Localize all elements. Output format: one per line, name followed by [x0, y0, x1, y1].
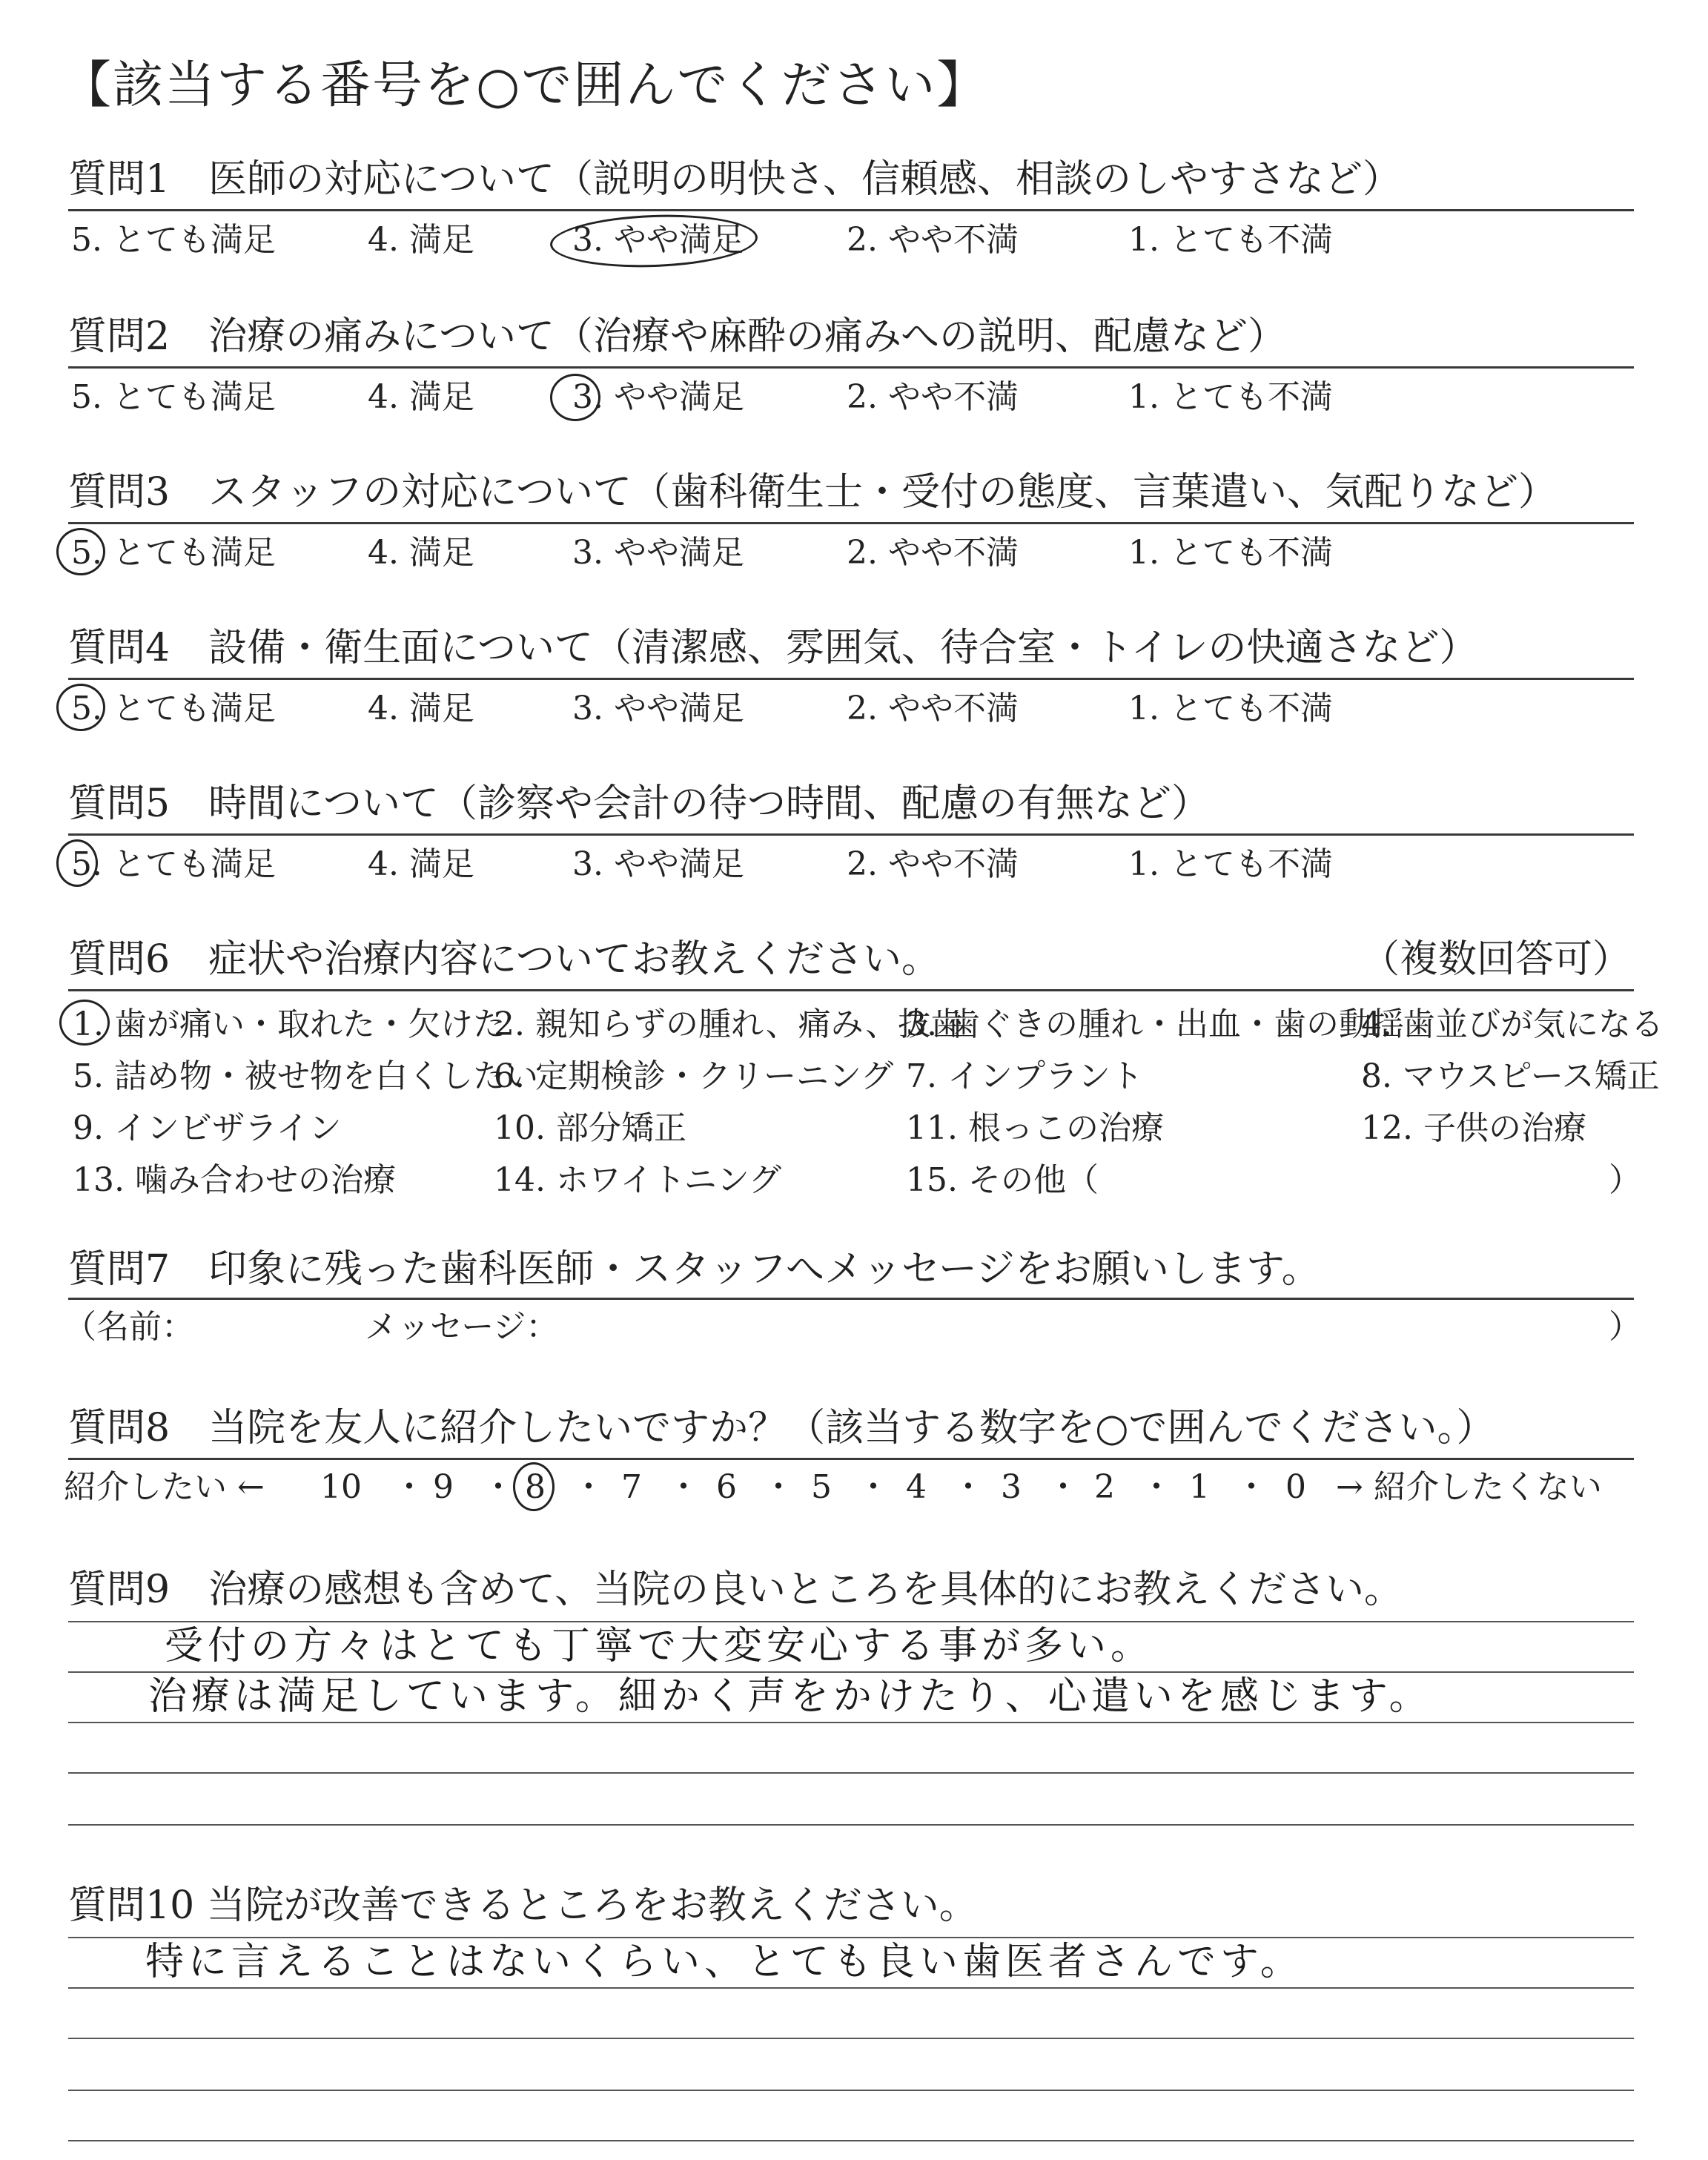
q6-title: 質問6 症状や治療内容についてお教えください。 [68, 937, 941, 982]
q4-option-1[interactable]: 1. とても不満 [1128, 690, 1333, 727]
q5-option-3[interactable]: 3. やや満足 [572, 845, 744, 883]
q8-score-5[interactable]: 5 [811, 1468, 832, 1506]
q6-option-15[interactable]: 15. その他（ [906, 1161, 1099, 1199]
q6-option-2[interactable]: 2. 親知らずの腫れ、痛み、抜歯 [494, 1005, 964, 1043]
q6-option-14[interactable]: 14. ホワイトニング [494, 1161, 782, 1199]
q9-line-2 [68, 1671, 1634, 1673]
q7-close: ） [1609, 1308, 1641, 1346]
q5-option-5[interactable]: 5. とても満足 [71, 845, 276, 883]
q6-option-5[interactable]: 5. 詰め物・被せ物を白くしたい [73, 1057, 538, 1095]
q8-sep: ・ [482, 1468, 514, 1506]
q6-option-7[interactable]: 7. インプラント [906, 1057, 1143, 1095]
q8-title: 質問8 当院を友人に紹介したいですか？（該当する数字を○で囲んでください。） [68, 1406, 1495, 1450]
q9-line-3 [68, 1722, 1634, 1723]
q5-option-1[interactable]: 1. とても不満 [1128, 845, 1333, 883]
q8-sep: ・ [667, 1468, 700, 1506]
q10-answer-line-1: 特に言えることはないくらい、とても良い歯医者さんです。 [145, 1940, 1303, 1984]
q8-sep: ・ [393, 1468, 426, 1506]
q2-option-3[interactable]: 3. やや満足 [572, 378, 744, 416]
q2-option-5[interactable]: 5. とても満足 [71, 378, 276, 416]
q8-score-10[interactable]: 10 [320, 1468, 362, 1506]
q8-score-4[interactable]: 4 [906, 1468, 927, 1506]
q2-selection-circle [550, 374, 600, 421]
q3-divider [68, 522, 1634, 524]
q1-option-1[interactable]: 1. とても不満 [1128, 221, 1333, 259]
q3-option-2[interactable]: 2. やや不満 [847, 534, 1019, 572]
q8-score-1[interactable]: 1 [1189, 1468, 1210, 1506]
q8-sep: ・ [572, 1468, 605, 1506]
q4-option-5[interactable]: 5. とても満足 [71, 690, 276, 727]
q9-answer-line-1: 受付の方々はとても丁寧で大変安心する事が多い。 [165, 1624, 1154, 1668]
q6-other-close: ） [1609, 1161, 1641, 1199]
q6-option-3[interactable]: 3. 歯ぐきの腫れ・出血・歯の動揺 [906, 1005, 1404, 1043]
q5-selection-circle [56, 839, 98, 887]
q6-option-13[interactable]: 13. 噛み合わせの治療 [73, 1161, 396, 1199]
q9-line-5 [68, 1824, 1634, 1826]
q4-option-4[interactable]: 4. 満足 [368, 690, 474, 727]
q8-sep: ・ [1140, 1468, 1173, 1506]
q3-option-4[interactable]: 4. 満足 [368, 534, 474, 572]
q8-sep: ・ [857, 1468, 890, 1506]
q7-title: 質問7 印象に残った歯科医師・スタッフへメッセージをお願いします。 [68, 1247, 1320, 1292]
q8-score-0[interactable]: 0 [1285, 1468, 1306, 1506]
q8-sep: ・ [1047, 1468, 1079, 1506]
q2-title: 質問2 治療の痛みについて（治療や麻酔の痛みへの説明、配慮など） [68, 314, 1287, 359]
q8-left-label: 紹介したい ← [64, 1468, 265, 1506]
q3-selection-circle [56, 528, 105, 575]
q9-line-4 [68, 1772, 1634, 1774]
q8-sep: ・ [1235, 1468, 1268, 1506]
q1-option-5[interactable]: 5. とても満足 [71, 221, 276, 259]
q8-score-3[interactable]: 3 [1001, 1468, 1022, 1506]
q10-line-4 [68, 2090, 1634, 2091]
q4-option-2[interactable]: 2. やや不満 [847, 690, 1019, 727]
survey-header: 【該当する番号を○で囲んでください】 [61, 56, 989, 115]
q8-score-6[interactable]: 6 [716, 1468, 737, 1506]
q6-option-4[interactable]: 4. 歯並びが気になる [1361, 1005, 1664, 1043]
q10-line-1 [68, 1937, 1634, 1938]
q6-option-6[interactable]: 6. 定期検診・クリーニング [494, 1057, 894, 1095]
q8-divider [68, 1458, 1634, 1460]
q1-option-3[interactable]: 3. やや満足 [572, 221, 744, 259]
q4-option-3[interactable]: 3. やや満足 [572, 690, 744, 727]
q8-selection-circle [513, 1462, 555, 1511]
q2-option-4[interactable]: 4. 満足 [368, 378, 474, 416]
q8-right-label: → 紹介したくない [1336, 1468, 1602, 1506]
q2-option-2[interactable]: 2. やや不満 [847, 378, 1019, 416]
q9-line-1 [68, 1621, 1634, 1622]
q10-line-2 [68, 1987, 1634, 1989]
q2-divider [68, 366, 1634, 369]
q8-score-7[interactable]: 7 [621, 1468, 642, 1506]
q6-option-12[interactable]: 12. 子供の治療 [1361, 1109, 1586, 1147]
q6-option-8[interactable]: 8. マウスピース矯正 [1361, 1057, 1660, 1095]
q5-title: 質問5 時間について（診察や会計の待つ時間、配慮の有無など） [68, 782, 1211, 826]
q9-title: 質問9 治療の感想も含めて、当院の良いところを具体的にお教えください。 [68, 1568, 1403, 1612]
q6-divider [68, 989, 1634, 991]
q6-option-11[interactable]: 11. 根っこの治療 [906, 1109, 1164, 1147]
q3-option-1[interactable]: 1. とても不満 [1128, 534, 1333, 572]
q1-title: 質問1 医師の対応について（説明の明快さ、信頼感、相談のしやすさなど） [68, 157, 1401, 202]
q10-title: 質問10 当院が改善できるところをお教えください。 [68, 1883, 978, 1928]
q1-divider [68, 209, 1634, 211]
q9-answer-line-2: 治療は満足しています。細かく声をかけたり、心遣いを感じます。 [148, 1674, 1432, 1719]
q2-option-1[interactable]: 1. とても不満 [1128, 378, 1333, 416]
q8-score-8[interactable]: 8 [525, 1468, 546, 1506]
q4-divider [68, 678, 1634, 680]
q3-option-3[interactable]: 3. やや満足 [572, 534, 744, 572]
q8-sep: ・ [762, 1468, 795, 1506]
q6-option-1[interactable]: 1. 歯が痛い・取れた・欠けた [73, 1005, 506, 1043]
q3-option-5[interactable]: 5. とても満足 [71, 534, 276, 572]
q5-divider [68, 833, 1634, 836]
q6-option-10[interactable]: 10. 部分矯正 [494, 1109, 686, 1147]
q8-sep: ・ [952, 1468, 984, 1506]
q6-option-9[interactable]: 9. インビザライン [73, 1109, 342, 1147]
q10-line-5 [68, 2140, 1634, 2141]
q5-option-2[interactable]: 2. やや不満 [847, 845, 1019, 883]
q8-score-2[interactable]: 2 [1094, 1468, 1115, 1506]
q1-option-4[interactable]: 4. 満足 [368, 221, 474, 259]
q4-selection-circle [56, 684, 105, 731]
q6-note: （複数回答可） [1361, 937, 1632, 982]
q7-divider [68, 1298, 1634, 1300]
q5-option-4[interactable]: 4. 満足 [368, 845, 474, 883]
q3-title: 質問3 スタッフの対応について（歯科衛生士・受付の態度、言葉遣い、気配りなど） [68, 470, 1558, 515]
q4-title: 質問4 設備・衛生面について（清潔感、雰囲気、待合室・トイレの快適さなど） [68, 626, 1478, 670]
q7-name-label: （名前： [64, 1308, 194, 1346]
q7-message-label: メッセージ： [365, 1308, 559, 1346]
q6-selection-circle [59, 1000, 110, 1046]
q1-option-2[interactable]: 2. やや不満 [847, 221, 1019, 259]
q8-score-9[interactable]: 9 [433, 1468, 454, 1506]
q10-line-3 [68, 2038, 1634, 2039]
